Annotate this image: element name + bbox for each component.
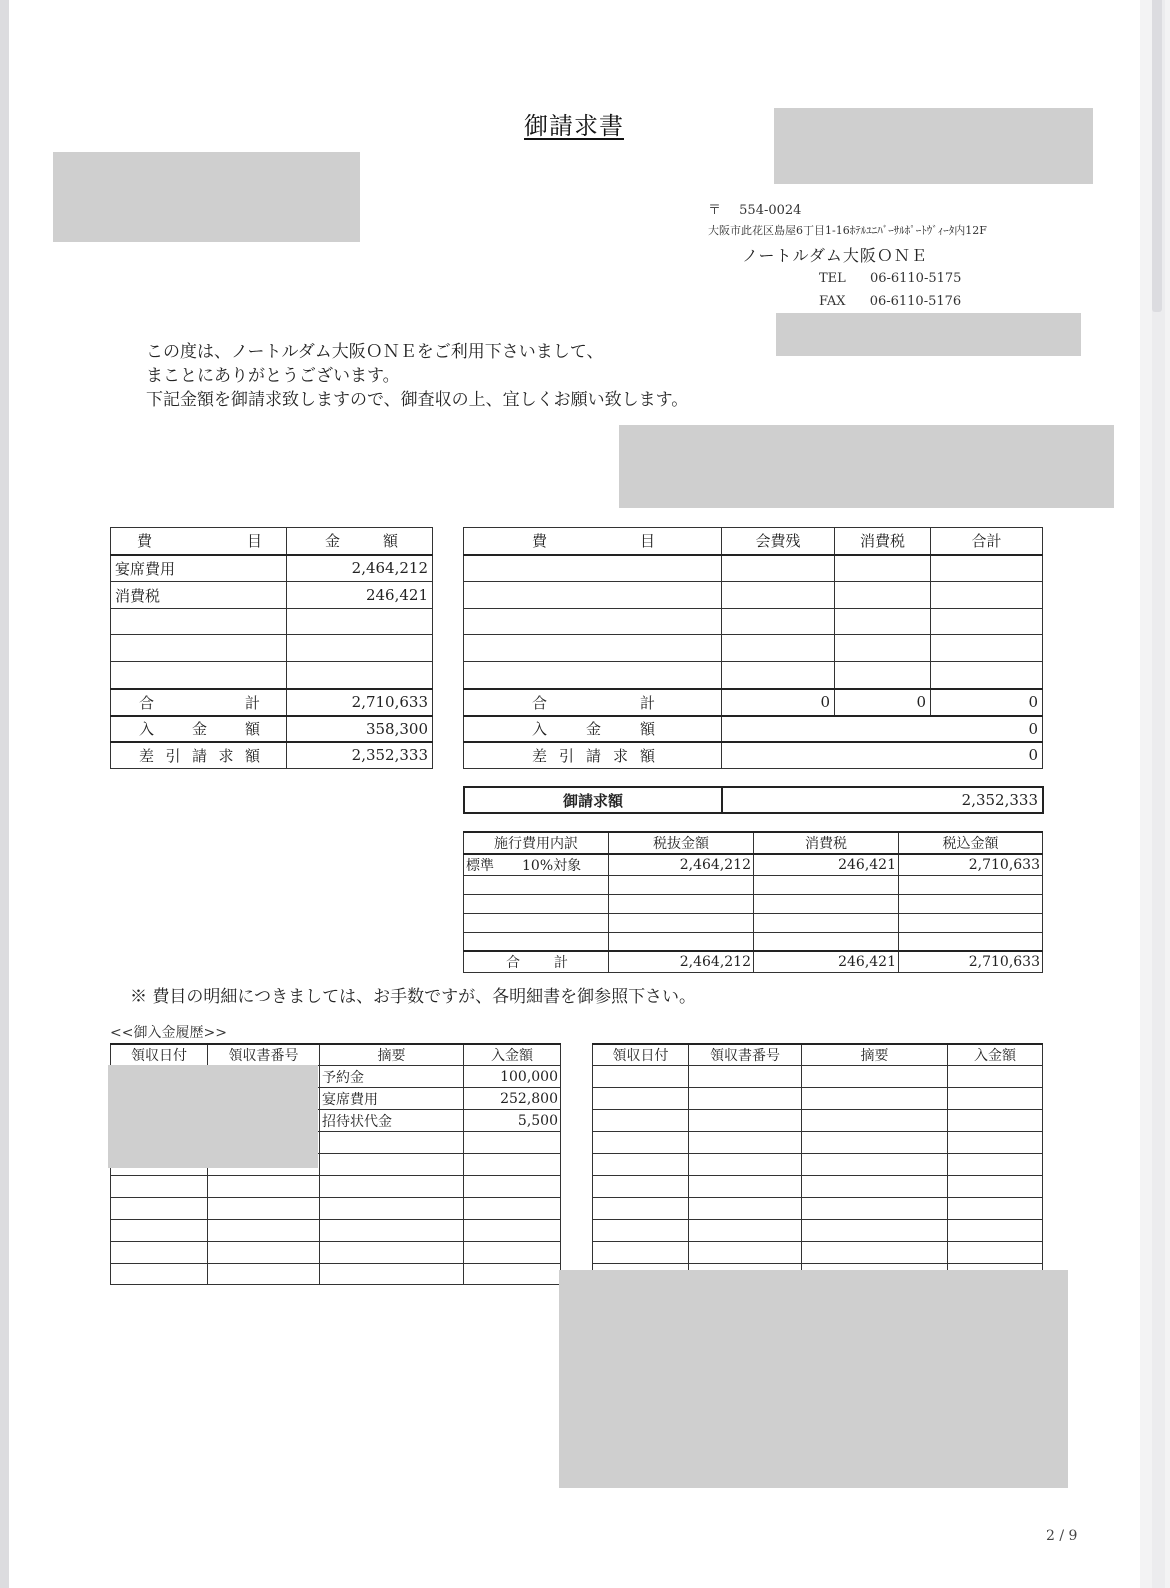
amount-cell: 246,421 xyxy=(287,582,433,609)
table-row xyxy=(593,1154,1043,1176)
table-row xyxy=(111,555,433,582)
header-item: 費 目 xyxy=(464,528,722,555)
table-row xyxy=(111,582,433,609)
greeting-paragraph xyxy=(146,340,688,412)
tel-label: TEL xyxy=(819,271,846,286)
charges-summary-table xyxy=(110,527,433,769)
issuer-name: ノートルダム大阪ＯＮＥ xyxy=(742,246,928,265)
redacted-header-info xyxy=(774,108,1093,184)
table-row xyxy=(593,1110,1043,1132)
table-row xyxy=(111,1198,561,1220)
received-row xyxy=(111,716,433,742)
table-row xyxy=(593,1198,1043,1220)
table-row xyxy=(464,914,1043,933)
total-label: 合 計 xyxy=(464,951,609,973)
table-row xyxy=(464,582,1043,609)
page-indicator: 2 / 9 xyxy=(1046,1528,1078,1544)
tax-breakdown-table xyxy=(463,831,1043,973)
header-fee-balance: 会費残 xyxy=(722,528,835,555)
redacted-footer xyxy=(559,1270,1068,1488)
balance-label: 差 引 請 求 額 xyxy=(464,742,722,769)
table-row xyxy=(111,1176,561,1198)
table-header-row xyxy=(111,528,433,555)
tel-line xyxy=(819,271,961,286)
item-cell xyxy=(111,609,287,635)
table-row xyxy=(111,635,433,662)
header-amount: 入金額 xyxy=(464,1044,561,1066)
balance-label: 差 引 請 求 額 xyxy=(111,742,287,769)
scrollbar-thumb[interactable] xyxy=(1152,0,1162,312)
header-receipt-date: 領収日付 xyxy=(593,1044,689,1066)
header-receipt-date: 領収日付 xyxy=(111,1044,208,1066)
table-header-row xyxy=(593,1044,1043,1066)
balance-amount: 0 xyxy=(722,742,1043,769)
total-row xyxy=(464,689,1043,716)
pre-tax-amount: 2,464,212 xyxy=(609,854,754,876)
fax-label: FAX xyxy=(819,294,846,309)
total-tax: 0 xyxy=(835,689,931,716)
received-label: 入 金 額 xyxy=(464,716,722,742)
total-incl-tax: 2,710,633 xyxy=(899,951,1043,973)
table-row xyxy=(593,1220,1043,1242)
invoice-amount-box xyxy=(463,786,1044,814)
breakdown-label: 標準 10%対象 xyxy=(464,854,609,876)
item-cell: 宴席費用 xyxy=(111,555,287,582)
table-row xyxy=(111,1242,561,1264)
fax-number: 06-6110-5176 xyxy=(869,294,962,309)
postal-mark: 〒 xyxy=(708,203,722,218)
amount-cell xyxy=(287,635,433,662)
greeting-line: この度は、ノートルダム大阪ＯＮＥをご利用下さいまして、 xyxy=(146,342,604,362)
total-label: 合 計 xyxy=(464,689,722,716)
table-row xyxy=(111,662,433,689)
table-row xyxy=(464,933,1043,951)
postal-line xyxy=(708,199,801,218)
fax-line xyxy=(819,294,961,309)
payment-history-label: <<御入金履歴>> xyxy=(110,1025,227,1041)
total-pre-tax: 2,464,212 xyxy=(609,951,754,973)
amount-cell xyxy=(287,609,433,635)
header-incl-tax: 税込金額 xyxy=(899,832,1043,854)
table-row xyxy=(593,1088,1043,1110)
membership-fee-table xyxy=(463,527,1043,769)
header-item: 費 目 xyxy=(111,528,287,555)
redacted-receipt-info xyxy=(108,1065,318,1168)
item-cell xyxy=(111,662,287,689)
tel-number: 06-6110-5175 xyxy=(869,271,962,286)
total-sum: 0 xyxy=(931,689,1043,716)
total-row xyxy=(111,689,433,716)
tax-amount: 246,421 xyxy=(754,854,899,876)
table-header-row xyxy=(464,832,1043,854)
table-header-row xyxy=(111,1044,561,1066)
balance-row xyxy=(464,742,1043,769)
viewer-left-edge xyxy=(0,0,9,1588)
table-row xyxy=(593,1066,1043,1088)
header-breakdown: 施行費用内訳 xyxy=(464,832,609,854)
greeting-line: まことにありがとうございます。 xyxy=(146,366,400,386)
received-amount: 0 xyxy=(722,716,1043,742)
document-title: 御請求書 xyxy=(524,112,624,140)
table-row xyxy=(464,609,1043,635)
amount-cell: 2,464,212 xyxy=(287,555,433,582)
header-summary: 摘要 xyxy=(320,1044,464,1066)
summary-cell: 予約金 xyxy=(320,1066,464,1088)
invoice-amount-label: 御請求額 xyxy=(464,787,722,813)
header-amount: 金 額 xyxy=(287,528,433,555)
amount-cell xyxy=(287,662,433,689)
table-row xyxy=(464,854,1043,876)
table-row xyxy=(593,1132,1043,1154)
header-receipt-number: 領収書番号 xyxy=(689,1044,802,1066)
amount-cell: 252,800 xyxy=(464,1088,561,1110)
redacted-contact xyxy=(776,313,1081,356)
total-label: 合 計 xyxy=(111,689,287,716)
item-cell: 消費税 xyxy=(111,582,287,609)
received-row xyxy=(464,716,1043,742)
details-note: ※ 費目の明細につきましては、お手数ですが、各明細書を御参照下さい。 xyxy=(130,987,697,1007)
table-row xyxy=(464,555,1043,582)
summary-cell: 宴席費用 xyxy=(320,1088,464,1110)
table-row xyxy=(464,895,1043,914)
redacted-stamp xyxy=(619,425,1114,508)
amount-cell: 5,500 xyxy=(464,1110,561,1132)
table-row xyxy=(111,1264,561,1285)
table-row xyxy=(464,876,1043,895)
greeting-line: 下記金額を御請求致しますので、御査収の上、宜しくお願い致します。 xyxy=(146,390,689,410)
invoice-amount-value: 2,352,333 xyxy=(722,787,1043,813)
amount-cell: 100,000 xyxy=(464,1066,561,1088)
balance-amount: 2,352,333 xyxy=(287,742,433,769)
header-total: 合計 xyxy=(931,528,1043,555)
received-label: 入 金 額 xyxy=(111,716,287,742)
total-row xyxy=(464,951,1043,973)
incl-tax-amount: 2,710,633 xyxy=(899,854,1043,876)
postal-code: 554-0024 xyxy=(739,203,802,218)
table-row xyxy=(593,1242,1043,1264)
balance-row xyxy=(111,742,433,769)
header-pre-tax: 税抜金額 xyxy=(609,832,754,854)
table-row xyxy=(111,1220,561,1242)
header-tax: 消費税 xyxy=(754,832,899,854)
received-amount: 358,300 xyxy=(287,716,433,742)
table-row xyxy=(111,609,433,635)
redacted-recipient xyxy=(53,152,360,242)
table-row xyxy=(593,1176,1043,1198)
header-summary: 摘要 xyxy=(802,1044,948,1066)
table-header-row xyxy=(464,528,1043,555)
header-receipt-number: 領収書番号 xyxy=(208,1044,320,1066)
payment-history-table-right xyxy=(592,1043,1043,1285)
total-fee-balance: 0 xyxy=(722,689,835,716)
item-cell xyxy=(111,635,287,662)
header-tax: 消費税 xyxy=(835,528,931,555)
issuer-address: 大阪市此花区島屋6丁目1-16ﾎﾃﾙﾕﾆﾊﾞｰｻﾙﾎﾟｰﾄｳﾞｨｰﾀ内12F xyxy=(708,224,987,237)
summary-cell: 招待状代金 xyxy=(320,1110,464,1132)
total-amount: 2,710,633 xyxy=(287,689,433,716)
table-row xyxy=(464,662,1043,689)
total-tax: 246,421 xyxy=(754,951,899,973)
table-row xyxy=(464,635,1043,662)
header-amount: 入金額 xyxy=(948,1044,1043,1066)
